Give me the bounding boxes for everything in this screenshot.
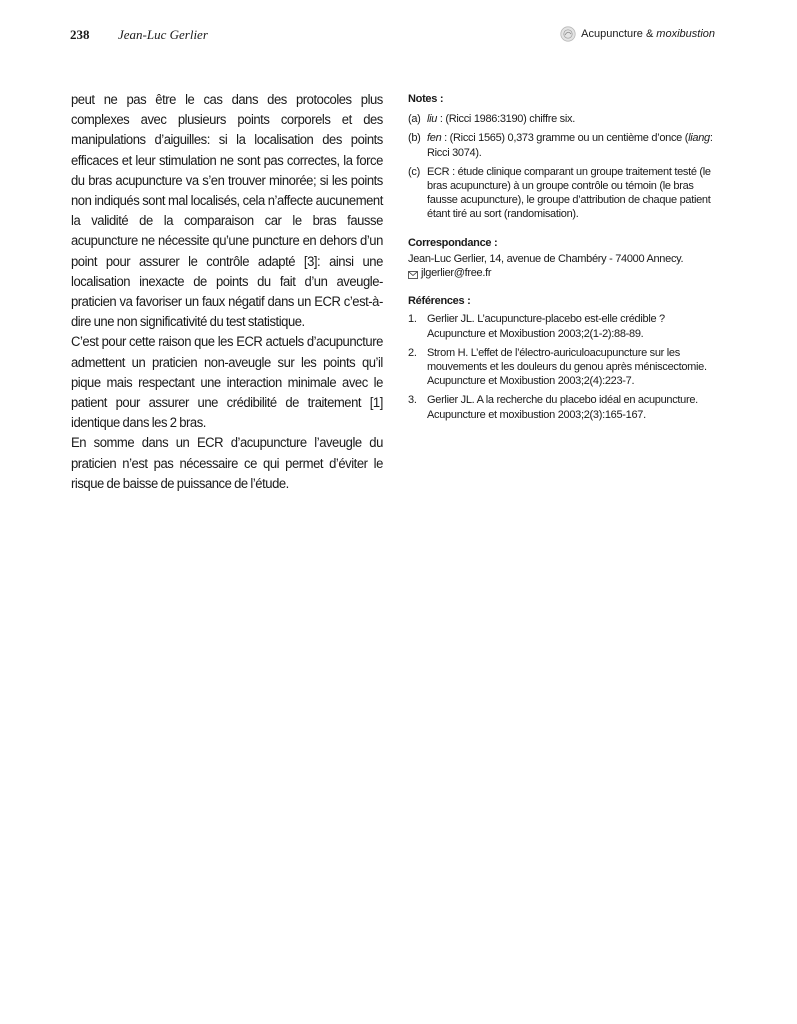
correspondence-section	[408, 236, 718, 281]
reference-number: 1.	[408, 313, 417, 326]
reference-item	[408, 393, 718, 421]
journal-title	[560, 26, 715, 42]
references-section	[408, 294, 718, 422]
note-term-2: liang	[688, 132, 710, 145]
reference-text: Gerlier JL. L’acupuncture-placebo est-elle crédible ? Acupuncture et Moxibustion 2003;2(1-2):88-89.	[427, 313, 665, 340]
correspondence-address: Jean-Luc Gerlier, 14, avenue de Chambéry - 74000 Annecy.	[408, 252, 684, 265]
reference-text: Gerlier JL. A la recherche du placebo idéal en acupuncture. Acupuncture et moxibustion 2003;2(3):165-167.	[427, 394, 698, 421]
note-tag: (b)	[408, 132, 421, 145]
body-paragraph: En somme dans un ECR d’acupuncture l’aveugle du praticien n’est pas nécessaire ce qui permet d’éviter le risque de baisse de puissance de l’étude.	[71, 435, 383, 492]
page-header	[0, 26, 797, 46]
references-list	[408, 312, 718, 421]
side-column	[408, 92, 718, 427]
note-tag: (c)	[408, 165, 420, 178]
email-line	[408, 266, 718, 280]
notes-title: Notes :	[408, 93, 444, 105]
journal-name-part2: moxibustion	[656, 28, 715, 40]
reference-number: 3.	[408, 394, 417, 407]
envelope-icon	[408, 269, 418, 277]
reference-item	[408, 346, 718, 389]
reference-item	[408, 312, 718, 340]
note-text: : (Ricci 1986:3190) chiffre six.	[437, 113, 575, 126]
body-paragraph: peut ne pas être le cas dans des protocoles plus complexes avec plusieurs points corporels et des manipulations d’aiguilles: si la localisation des points efficaces et leur stimulation ne sont pas correctes, la force du bras acupuncture va s’en trouver minorée; si les points non indiqués sont mal localisés, cela n’affecte aucunement la validité de la comparaison car le bras fausse acupuncture ne nécessite qu’une puncture en dehors d’un point pour assurer le contrôle adapté [3]: ainsi une localisation inexacte de points du fait d’un aveugle-praticien va favoriser un faux négatif dans un ECR c’est-à-dire une non significativité du test statistique.	[71, 92, 383, 331]
note-text: ECR : étude clinique comparant un groupe traitement testé (le bras acupuncture) à un groupe contrôle ou témoin (le bras fausse acupuncture), le groupe d’attribution de chaque patient étant tiré au sort (randomisation).	[427, 165, 711, 221]
journal-logo-icon	[560, 26, 576, 42]
references-title: Références :	[408, 295, 471, 308]
note-text: : (Ricci 1565) 0,373 gramme ou un centième d’once (	[441, 132, 689, 145]
note-term: fen	[427, 132, 442, 145]
body-paragraph: C’est pour cette raison que les ECR actuels d’acupuncture admettent un praticien non-aveugle sur les points qu’il pique mais respectant une interaction minimale avec le patient pour assurer une crédibilité de traitement [1] identique dans les 2 bras.	[71, 334, 383, 432]
running-author: Jean-Luc Gerlier	[118, 27, 208, 42]
note-term: liu	[427, 113, 438, 126]
correspondence-title: Correspondance :	[408, 236, 498, 249]
note-item	[408, 131, 718, 159]
notes-list	[408, 112, 718, 221]
notes-section	[408, 92, 718, 222]
note-item	[408, 165, 718, 222]
note-text-2: : Ricci 3074).	[427, 132, 713, 159]
reference-text: Strom H. L’effet de l’électro-auriculoacupuncture sur les mouvements et les douleurs du genou après méniscectomie. Acupuncture et Moxibustion 2003;2(4):223-7.	[427, 346, 707, 388]
note-tag: (a)	[408, 113, 421, 126]
journal-name-part1: Acupuncture &	[581, 28, 654, 40]
main-text-column	[71, 90, 383, 494]
email-address[interactable]: jlgerlier@free.fr	[421, 267, 492, 280]
page-number: 238	[70, 27, 90, 42]
note-item	[408, 112, 718, 126]
reference-number: 2.	[408, 346, 417, 359]
